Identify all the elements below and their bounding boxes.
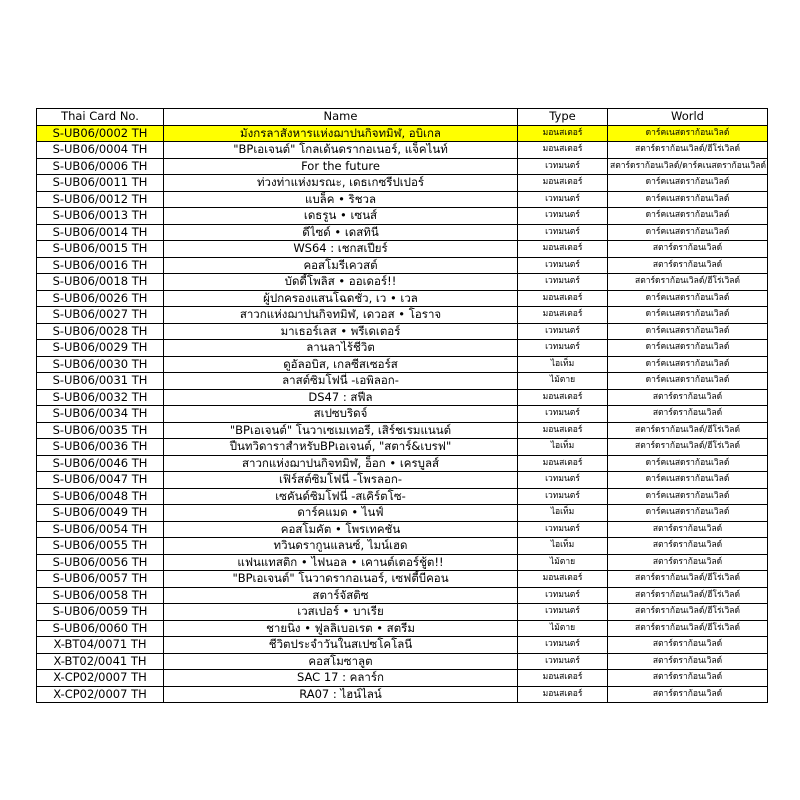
table-row [37,257,768,274]
card-world-cell: ดาร์คเนสดราก้อนเวิลด์ [608,224,768,241]
card-world-cell: ดาร์คเนสดราก้อนเวิลด์ [608,488,768,505]
card-world-cell: สตาร์ดราก้อนเวิลด์/ฮีโร่เวิลด์ [608,142,768,159]
card-no-cell: S-UB06/0056 TH [37,554,164,571]
card-type-cell: มอนสเตอร์ [518,125,608,142]
table-row [37,686,768,703]
card-name-cell: WS64 : เชกสเปียร์ [164,241,518,258]
table-row [37,142,768,159]
table-row [37,356,768,373]
card-name-cell: ดูอัลอบิส, เกลซีสเซอร์ส [164,356,518,373]
table-row [37,191,768,208]
card-no-cell: S-UB06/0031 TH [37,373,164,390]
card-name-cell: ลานลาไร้ชีวิต [164,340,518,357]
card-world-cell: ดาร์คเนสดราก้อนเวิลด์ [608,208,768,225]
card-world-cell: สตาร์ดราก้อนเวิลด์ [608,670,768,687]
card-name-cell: คอสโมรีเควสต์ [164,257,518,274]
table-row [37,538,768,555]
card-type-cell: ไอเท็ม [518,356,608,373]
table-row [37,406,768,423]
card-world-cell: สตาร์ดราก้อนเวิลด์ [608,241,768,258]
card-world-cell: สตาร์ดราก้อนเวิลด์ [608,637,768,654]
table-row [37,389,768,406]
card-no-cell: S-UB06/0014 TH [37,224,164,241]
card-world-cell: สตาร์ดราก้อนเวิลด์/ฮีโร่เวิลด์ [608,604,768,621]
card-no-cell: S-UB06/0048 TH [37,488,164,505]
card-world-cell: สตาร์ดราก้อนเวิลด์ [608,554,768,571]
table-row [37,521,768,538]
table-row [37,439,768,456]
card-type-cell: มอนสเตอร์ [518,290,608,307]
card-type-cell: มอนสเตอร์ [518,686,608,703]
card-no-cell: S-UB06/0012 TH [37,191,164,208]
card-name-cell: แฟนแทสติก • ไฟนอล • เคานต์เตอร์ชู้ต!! [164,554,518,571]
card-name-cell: ดาร์คแมด • ไนฟ์ [164,505,518,522]
card-world-cell: ดาร์คเนสดราก้อนเวิลด์ [608,323,768,340]
table-row [37,175,768,192]
card-name-cell: ลาสต์ซิมโฟนี่ -เอพิลอก- [164,373,518,390]
card-type-cell: เวทมนตร์ [518,340,608,357]
table-row [37,241,768,258]
card-name-cell: เดธรูน • เซนส์ [164,208,518,225]
card-world-cell: สตาร์ดราก้อนเวิลด์/ฮีโร่เวิลด์ [608,274,768,291]
card-name-cell: มังกรลาสังหารแห่งฌาปนกิจทมิฬ, อบิเกล [164,125,518,142]
card-type-cell: มอนสเตอร์ [518,571,608,588]
card-type-cell: เวทมนตร์ [518,191,608,208]
card-no-cell: S-UB06/0046 TH [37,455,164,472]
card-type-cell: เวทมนตร์ [518,521,608,538]
card-world-cell: ดาร์คเนสดราก้อนเวิลด์ [608,290,768,307]
card-name-cell: ผู้ปกครองแสนโฉดชั่ว, เว • เวล [164,290,518,307]
card-name-cell: For the future [164,158,518,175]
card-name-cell: เวสเปอร์ • บาเรีย [164,604,518,621]
card-type-cell: ไม้ตาย [518,373,608,390]
card-name-cell: สาวกแห่งฌาปนกิจทมิฬ, เดวอส • โอราจ [164,307,518,324]
table-row [37,472,768,489]
card-name-cell: "BPเอเจนต์" โกลเด้นดรากอเนอร์, แจ็คไนท์ [164,142,518,159]
card-type-cell: ไอเท็ม [518,505,608,522]
card-type-cell: มอนสเตอร์ [518,389,608,406]
table-row [37,290,768,307]
card-type-cell: เวทมนตร์ [518,208,608,225]
card-type-cell: เวทมนตร์ [518,224,608,241]
card-no-cell: S-UB06/0058 TH [37,587,164,604]
card-no-cell: S-UB06/0054 TH [37,521,164,538]
card-world-cell: สตาร์ดราก้อนเวิลด์ [608,538,768,555]
card-list-sheet [36,108,767,703]
card-no-cell: S-UB06/0002 TH [37,125,164,142]
table-row [37,323,768,340]
card-name-cell: ชายนิ่ง • ฟูลลิเบอเรต • สตรีม [164,620,518,637]
card-name-cell: สาวกแห่งฌาปนกิจทมิฬ, อ็อก • เครบูลส์ [164,455,518,472]
card-type-cell: เวทมนตร์ [518,406,608,423]
card-type-cell: มอนสเตอร์ [518,241,608,258]
card-type-cell: มอนสเตอร์ [518,175,608,192]
table-row [37,505,768,522]
header-row [37,109,768,126]
table-row [37,224,768,241]
card-no-cell: S-UB06/0036 TH [37,439,164,456]
table-row [37,158,768,175]
header-world: World [608,109,768,126]
card-type-cell: ไอเท็ม [518,439,608,456]
card-world-cell: สตาร์ดราก้อนเวิลด์ [608,653,768,670]
table-row [37,488,768,505]
card-world-cell: ดาร์คเนสดราก้อนเวิลด์ [608,175,768,192]
card-world-cell: สตาร์ดราก้อนเวิลด์ [608,686,768,703]
card-type-cell: มอนสเตอร์ [518,142,608,159]
card-name-cell: สเปซบริดจ์ [164,406,518,423]
card-name-cell: คอสโมซาลูต [164,653,518,670]
table-row [37,620,768,637]
card-no-cell: X-CP02/0007 TH [37,686,164,703]
card-world-cell: สตาร์ดราก้อนเวิลด์/ฮีโร่เวิลด์ [608,439,768,456]
card-name-cell: ท่วงท่าแห่งมรณะ, เดธเกซรีปเปอร์ [164,175,518,192]
card-no-cell: X-CP02/0007 TH [37,670,164,687]
card-world-cell: ดาร์คเนสดราก้อนเวิลด์ [608,356,768,373]
card-no-cell: X-BT04/0071 TH [37,637,164,654]
card-type-cell: เวทมนตร์ [518,158,608,175]
card-type-cell: เวทมนตร์ [518,472,608,489]
card-type-cell: ไอเท็ม [518,538,608,555]
card-type-cell: มอนสเตอร์ [518,307,608,324]
card-name-cell: RA07 : ไฮน์ไลน์ [164,686,518,703]
card-name-cell: ทวินดรากูนแลนซ์, ไมน์เฮด [164,538,518,555]
table-row [37,571,768,588]
card-no-cell: S-UB06/0013 TH [37,208,164,225]
card-world-cell: ดาร์คเนสดราก้อนเวิลด์ [608,472,768,489]
card-name-cell: คอสโมคัต • โพรเทคชั่น [164,521,518,538]
card-no-cell: S-UB06/0057 TH [37,571,164,588]
card-type-cell: เวทมนตร์ [518,257,608,274]
card-type-cell: มอนสเตอร์ [518,422,608,439]
card-no-cell: S-UB06/0004 TH [37,142,164,159]
card-no-cell: S-UB06/0028 TH [37,323,164,340]
card-world-cell: สตาร์ดราก้อนเวิลด์ [608,389,768,406]
table-row [37,274,768,291]
header-card-no: Thai Card No. [37,109,164,126]
card-no-cell: S-UB06/0011 TH [37,175,164,192]
card-no-cell: S-UB06/0055 TH [37,538,164,555]
card-type-cell: มอนสเตอร์ [518,455,608,472]
card-name-cell: เฟิร์สต์ซิมโฟนี่ -โพรลอก- [164,472,518,489]
card-world-cell: สตาร์ดราก้อนเวิลด์ [608,521,768,538]
card-no-cell: S-UB06/0026 TH [37,290,164,307]
card-world-cell: สตาร์ดราก้อนเวิลด์/ฮีโร่เวิลด์ [608,620,768,637]
card-name-cell: มาเธอร์เลส • พรีเดเตอร์ [164,323,518,340]
card-world-cell: ดาร์คเนสดราก้อนเวิลด์ [608,455,768,472]
card-world-cell: ดาร์คเนสดราก้อนเวิลด์ [608,373,768,390]
table-row [37,670,768,687]
table-row [37,637,768,654]
card-no-cell: S-UB06/0035 TH [37,422,164,439]
card-name-cell: ปืนทวิดาราสำหรับBPเอเจนต์, "สตาร์&เบรฟ" [164,439,518,456]
card-no-cell: S-UB06/0016 TH [37,257,164,274]
card-world-cell: ดาร์คเนสดราก้อนเวิลด์ [608,505,768,522]
card-no-cell: S-UB06/0049 TH [37,505,164,522]
table-row [37,373,768,390]
table-row [37,587,768,604]
card-name-cell: บัดดี้โพลิส • ออเดอร์!! [164,274,518,291]
card-type-cell: เวทมนตร์ [518,323,608,340]
card-name-cell: "BPเอเจนต์" โนวาเซเมเทอรี, เสิร์ชเรมแนนต์ [164,422,518,439]
card-no-cell: S-UB06/0027 TH [37,307,164,324]
card-world-cell: ดาร์คเนสดราก้อนเวิลด์ [608,191,768,208]
card-no-cell: S-UB06/0034 TH [37,406,164,423]
card-no-cell: S-UB06/0059 TH [37,604,164,621]
card-name-cell: DS47 : สฟีล [164,389,518,406]
card-no-cell: S-UB06/0047 TH [37,472,164,489]
card-world-cell: สตาร์ดราก้อนเวิลด์/ฮีโร่เวิลด์ [608,422,768,439]
card-world-cell: สตาร์ดราก้อนเวิลด์ [608,257,768,274]
card-world-cell: ดาร์คเนสดราก้อนเวิลด์ [608,307,768,324]
card-world-cell: ดาร์คเนสดราก้อนเวิลด์ [608,340,768,357]
card-no-cell: S-UB06/0029 TH [37,340,164,357]
card-world-cell: ดาร์คเนสดราก้อนเวิลด์ [608,125,768,142]
card-no-cell: S-UB06/0015 TH [37,241,164,258]
table-row [37,554,768,571]
header-type: Type [518,109,608,126]
card-no-cell: X-BT02/0041 TH [37,653,164,670]
card-name-cell: สตาร์จัสติซ [164,587,518,604]
card-list-table [36,108,768,703]
card-no-cell: S-UB06/0018 TH [37,274,164,291]
card-no-cell: S-UB06/0030 TH [37,356,164,373]
card-name-cell: เซคันด์ซิมโฟนี่ -สเคิร์ตโซ- [164,488,518,505]
table-row-highlighted [37,125,768,142]
card-no-cell: S-UB06/0032 TH [37,389,164,406]
card-type-cell: เวทมนตร์ [518,488,608,505]
card-no-cell: S-UB06/0060 TH [37,620,164,637]
card-world-cell: สตาร์ดราก้อนเวิลด์ [608,406,768,423]
card-name-cell: ดีไซด์ • เดสทินี [164,224,518,241]
card-name-cell: "BPเอเจนต์" โนวาดรากอเนอร์, เซฟตี้บีคอน [164,571,518,588]
table-row [37,455,768,472]
card-type-cell: มอนสเตอร์ [518,670,608,687]
card-type-cell: ไม้ตาย [518,620,608,637]
card-world-cell: สตาร์ดราก้อนเวิลด์/ฮีโร่เวิลด์ [608,587,768,604]
card-type-cell: เวทมนตร์ [518,587,608,604]
card-name-cell: SAC 17 : คลาร์ก [164,670,518,687]
card-world-cell: สตาร์ดราก้อนเวิลด์/ฮีโร่เวิลด์ [608,571,768,588]
table-row [37,208,768,225]
card-name-cell: แบล็ค • ริชวล [164,191,518,208]
card-rows [37,125,768,703]
card-name-cell: ชีวิตประจำวันในสเปซโคโลนี [164,637,518,654]
card-type-cell: ไม้ตาย [518,554,608,571]
card-type-cell: เวทมนตร์ [518,637,608,654]
card-world-cell: สตาร์ดราก้อนเวิลด์/ดาร์คเนสดราก้อนเวิลด์ [608,158,768,175]
table-row [37,422,768,439]
card-type-cell: เวทมนตร์ [518,604,608,621]
card-no-cell: S-UB06/0006 TH [37,158,164,175]
card-type-cell: เวทมนตร์ [518,274,608,291]
table-row [37,307,768,324]
card-type-cell: เวทมนตร์ [518,653,608,670]
table-row [37,604,768,621]
table-row [37,653,768,670]
header-name: Name [164,109,518,126]
table-row [37,340,768,357]
